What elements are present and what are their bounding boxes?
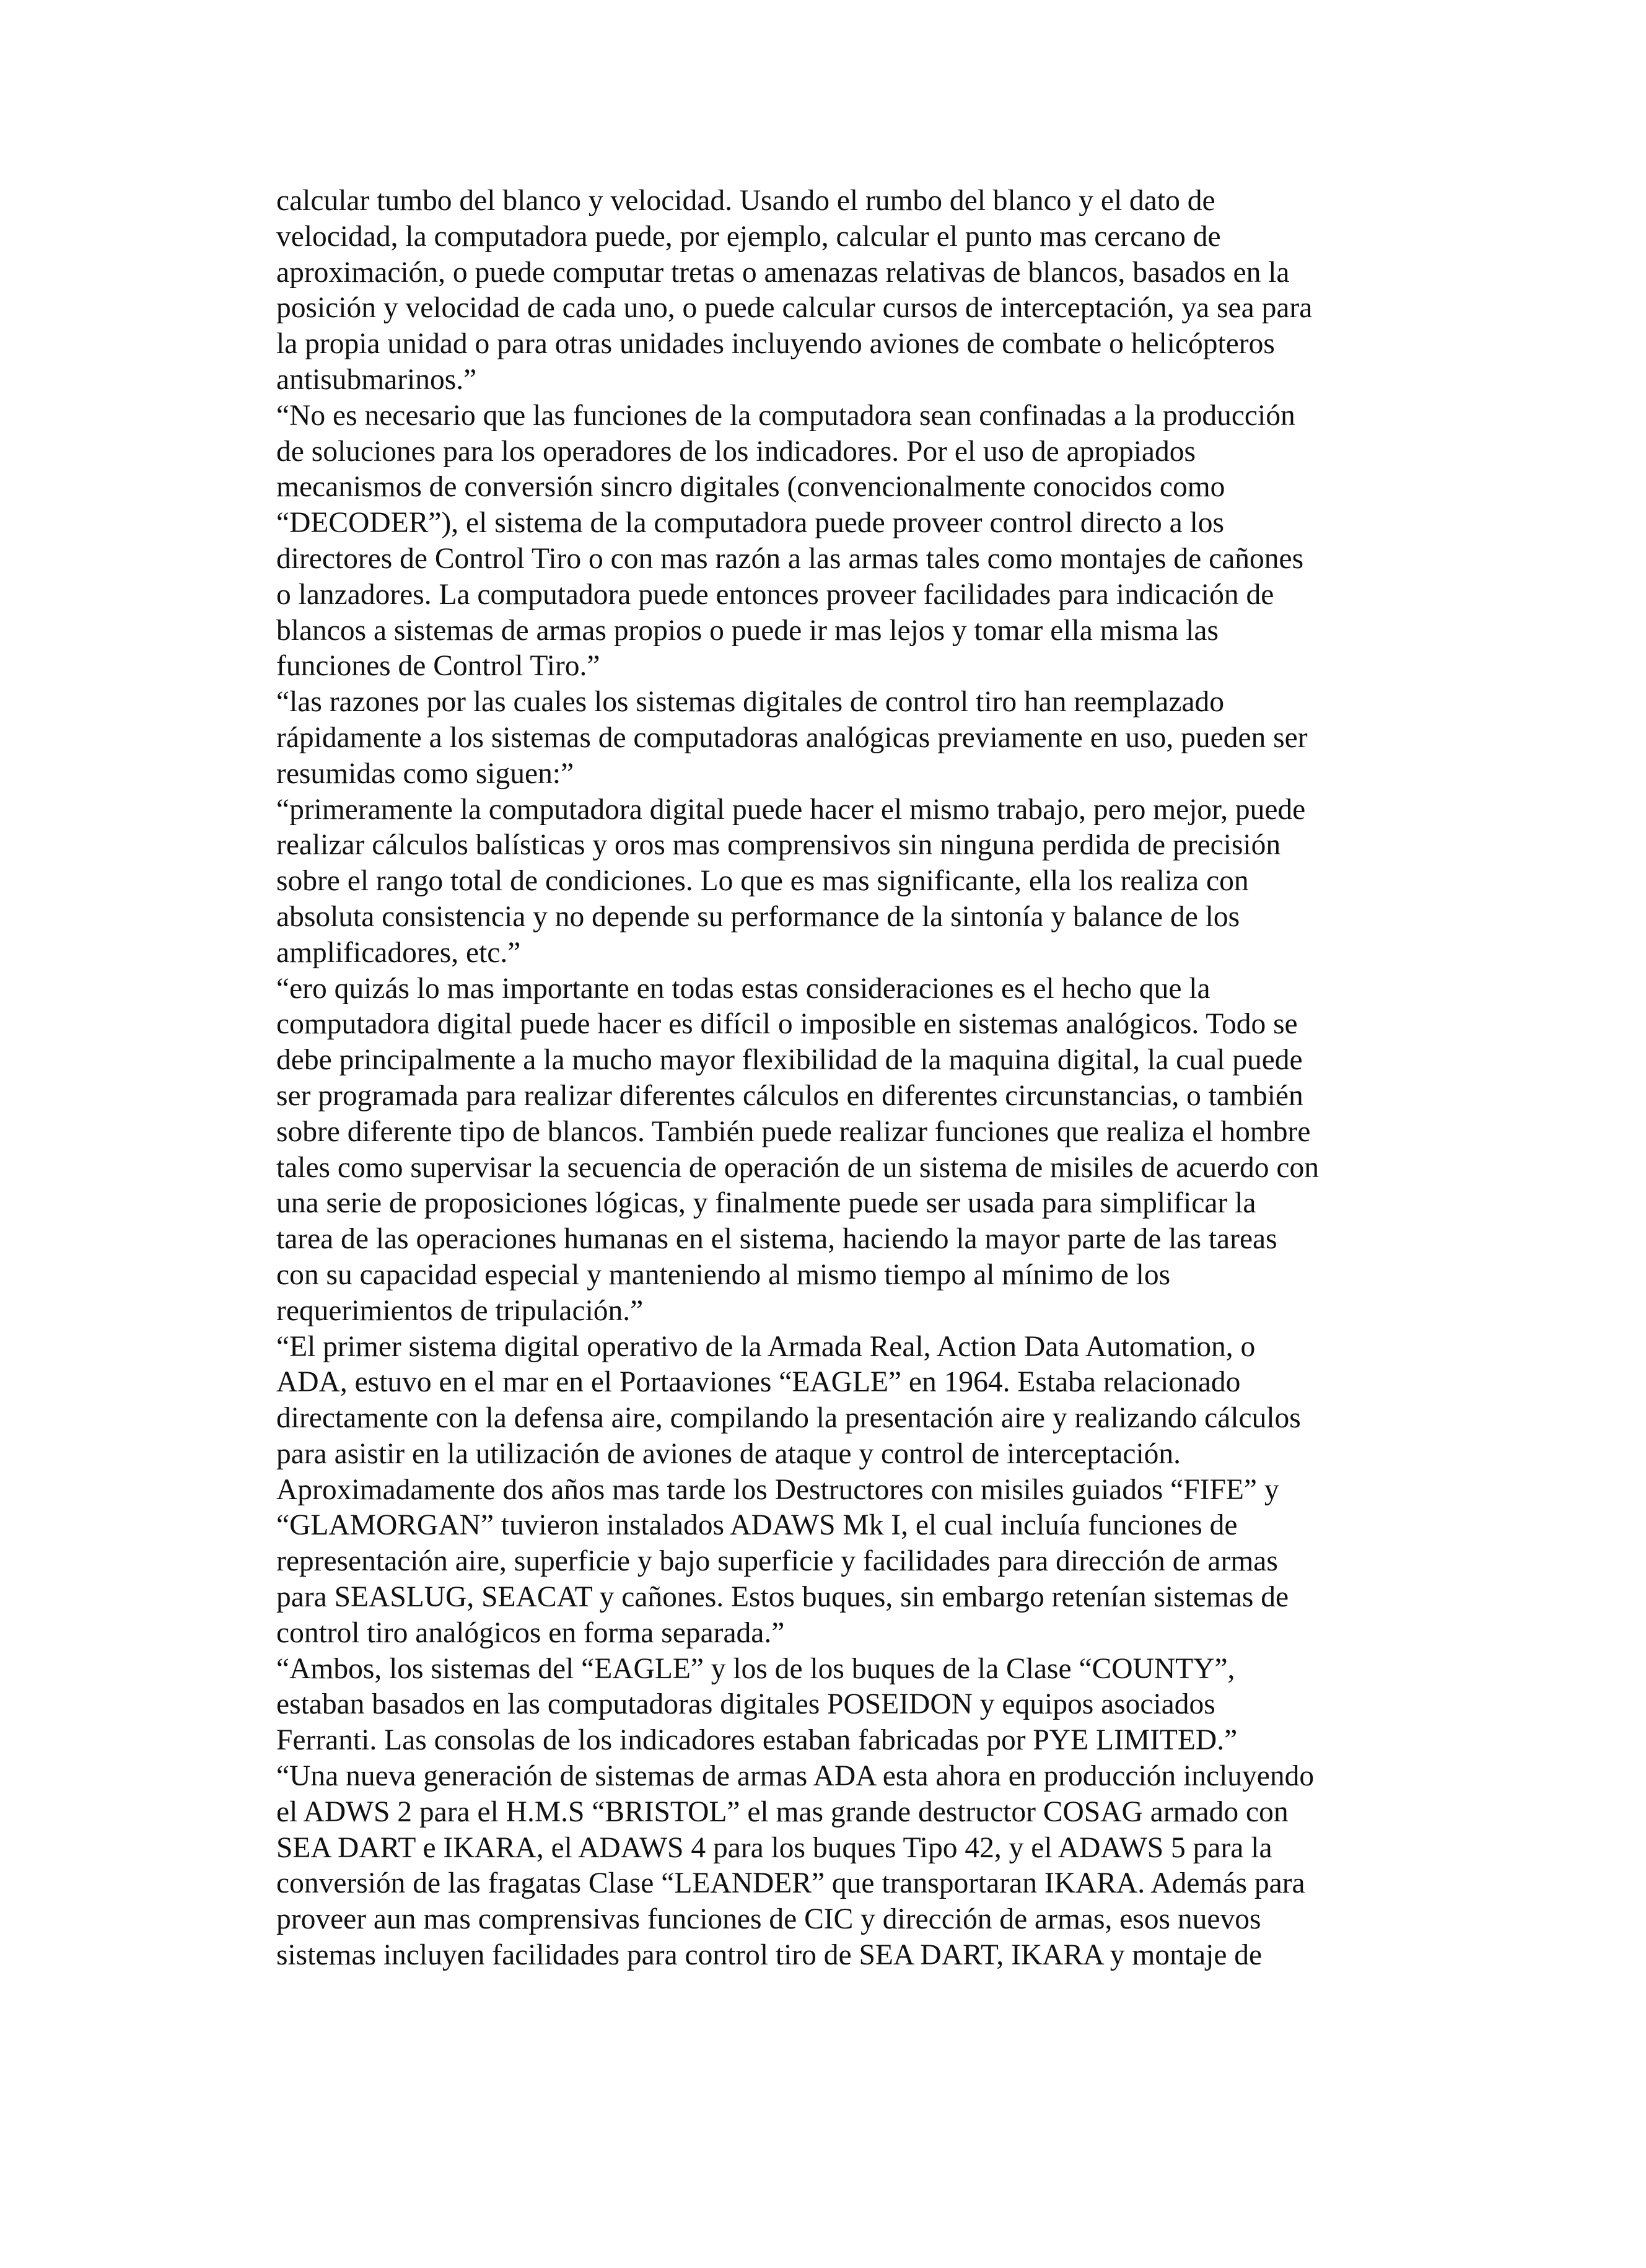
text-line: tarea de las operaciones humanas en el sistema, haciendo la mayor parte de las tareas: [276, 1223, 1277, 1256]
text-line: “Ambos, los sistemas del “EAGLE” y los de los buques de la Clase “COUNTY”,: [276, 1652, 1235, 1685]
body-text: [276, 183, 1385, 1974]
text-line: o lanzadores. La computadora puede entonces proveer facilidades para indicación de: [276, 578, 1274, 611]
text-line: ADA, estuvo en el mar en el Portaaviones “EAGLE” en 1964. Estaba relacionado: [276, 1366, 1241, 1399]
text-line: requerimientos de tripulación.”: [276, 1294, 644, 1327]
text-line: conversión de las fragatas Clase “LEANDER” que transportaran IKARA. Además para: [276, 1867, 1305, 1900]
text-line: calcular tumbo del blanco y velocidad. Usando el rumbo del blanco y el dato de: [276, 185, 1215, 217]
text-line: directamente con la defensa aire, compilando la presentación aire y realizando cálculos: [276, 1402, 1301, 1435]
text-line: funciones de Control Tiro.”: [276, 650, 600, 683]
text-line: directores de Control Tiro o con mas razón a las armas tales como montajes de cañones: [276, 542, 1304, 575]
text-line: representación aire, superficie y bajo superficie y facilidades para dirección de armas: [276, 1545, 1278, 1578]
text-line: una serie de proposiciones lógicas, y finalmente puede ser usada para simplificar la: [276, 1187, 1256, 1220]
text-line: “GLAMORGAN” tuvieron instalados ADAWS Mk I, el cual incluía funciones de: [276, 1509, 1238, 1542]
text-line: realizar cálculos balísticas y oros mas comprensivos sin ninguna perdida de precisión: [276, 829, 1281, 862]
text-line: sobre diferente tipo de blancos. También puede realizar funciones que realiza el hombre: [276, 1115, 1311, 1148]
text-line: tales como supervisar la secuencia de operación de un sistema de misiles de acuerdo con: [276, 1151, 1319, 1184]
text-line: para SEASLUG, SEACAT y cañones. Estos buques, sin embargo retenían sistemas de: [276, 1581, 1289, 1614]
text-line: antisubmarinos.”: [276, 363, 477, 396]
text-line: proveer aun mas comprensivas funciones de CIC y dirección de armas, esos nuevos: [276, 1903, 1261, 1936]
text-line: “DECODER”), el sistema de la computadora puede proveer control directo a los: [276, 507, 1225, 540]
text-line: velocidad, la computadora puede, por ejemplo, calcular el punto mas cercano de: [276, 220, 1221, 253]
text-line: “El primer sistema digital operativo de la Armada Real, Action Data Automation, o: [276, 1330, 1256, 1363]
text-line: “No es necesario que las funciones de la computadora sean confinadas a la producción: [276, 399, 1295, 432]
text-line: estaban basados en las computadoras digitales POSEIDON y equipos asociados: [276, 1688, 1215, 1721]
text-line: rápidamente a los sistemas de computadoras analógicas previamente en uso, pueden ser: [276, 721, 1308, 754]
text-line: para asistir en la utilización de aviones de ataque y control de interceptación.: [276, 1437, 1181, 1470]
text-line: con su capacidad especial y manteniendo al mismo tiempo al mínimo de los: [276, 1258, 1171, 1291]
text-line: sistemas incluyen facilidades para control tiro de SEA DART, IKARA y montaje de: [276, 1939, 1263, 1972]
text-line: ser programada para realizar diferentes cálculos en diferentes circunstancias, o también: [276, 1079, 1303, 1112]
text-line: debe principalmente a la mucho mayor flexibilidad de la maquina digital, la cual puede: [276, 1044, 1303, 1077]
text-line: absoluta consistencia y no depende su performance de la sintonía y balance de los: [276, 900, 1240, 933]
text-line: posición y velocidad de cada uno, o puede calcular cursos de interceptación, ya sea para: [276, 292, 1313, 325]
text-line: blancos a sistemas de armas propios o puede ir mas lejos y tomar ella misma las: [276, 614, 1219, 647]
text-line: SEA DART e IKARA, el ADAWS 4 para los buques Tipo 42, y el ADAWS 5 para la: [276, 1831, 1272, 1864]
text-line: “las razones por las cuales los sistemas digitales de control tiro han reemplazado: [276, 686, 1225, 719]
text-line: “primeramente la computadora digital puede hacer el mismo trabajo, pero mejor, puede: [276, 793, 1306, 826]
text-line: resumidas como siguen:”: [276, 757, 574, 790]
text-line: computadora digital puede hacer es difícil o imposible en sistemas analógicos. Todo se: [276, 1008, 1298, 1041]
text-line: “Una nueva generación de sistemas de armas ADA esta ahora en producción incluyendo: [276, 1760, 1315, 1793]
text-line: control tiro analógicos en forma separada.”: [276, 1616, 785, 1649]
text-line: sobre el rango total de condiciones. Lo que es mas significante, ella los realiza con: [276, 865, 1249, 898]
text-line: de soluciones para los operadores de los indicadores. Por el uso de apropiados: [276, 435, 1196, 468]
text-line: el ADWS 2 para el H.M.S “BRISTOL” el mas grande destructor COSAG armado con: [276, 1795, 1289, 1828]
text-line: la propia unidad o para otras unidades incluyendo aviones de combate o helicópteros: [276, 328, 1275, 361]
text-line: Ferranti. Las consolas de los indicadores estaban fabricadas por PYE LIMITED.”: [276, 1724, 1238, 1757]
text-line: Aproximadamente dos años mas tarde los Destructores con misiles guiados “FIFE” y: [276, 1473, 1279, 1506]
text-line: mecanismos de conversión sincro digitales (convencionalmente conocidos como: [276, 471, 1225, 504]
text-line: aproximación, o puede computar tretas o amenazas relativas de blancos, basados en la: [276, 256, 1290, 289]
text-line: “ero quizás lo mas importante en todas estas consideraciones es el hecho que la: [276, 972, 1210, 1005]
text-line: amplificadores, etc.”: [276, 936, 521, 969]
